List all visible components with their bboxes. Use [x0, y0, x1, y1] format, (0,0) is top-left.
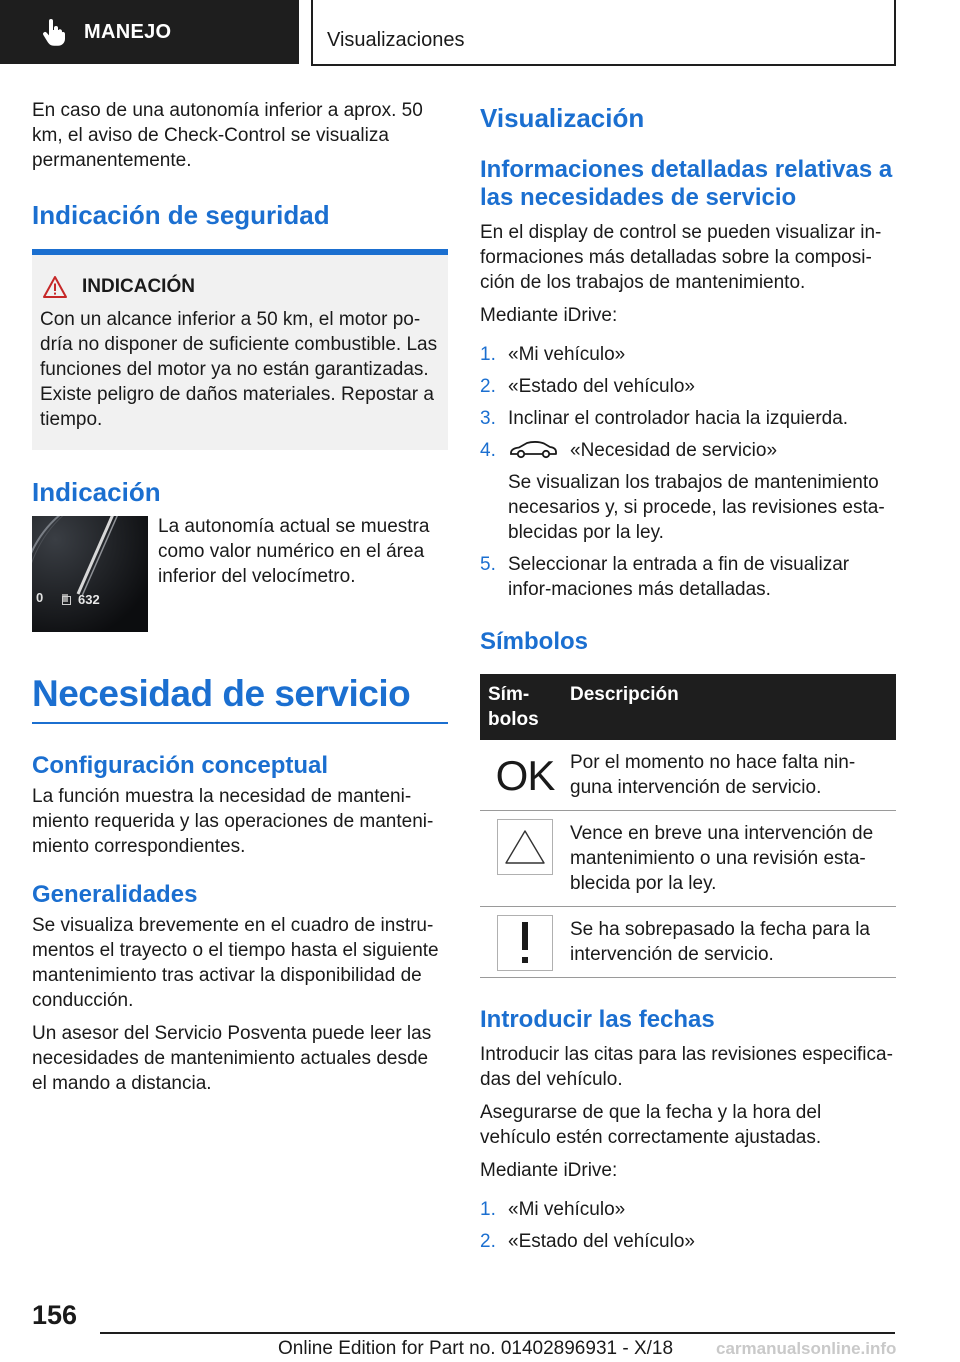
step-text: «Mi vehículo» [508, 1199, 626, 1220]
warning-triangle-icon [42, 275, 68, 299]
list-item [480, 438, 896, 545]
right-column [480, 98, 896, 1261]
intro-paragraph: En caso de una autonomía inferior a aprox. 50 km, el aviso de Check-Control se visualiza permanentemente. [32, 100, 423, 171]
step-number: 4. [480, 440, 496, 461]
info-text: En el display de control se pueden visualizar in-formaciones más detalladas sobre la composi-ción de los trabajos de mantenimiento. [480, 222, 882, 293]
gauge-zero: 0 [36, 590, 44, 605]
description-cell: Por el momento no hace falta nin-guna intervención de servicio. [570, 752, 856, 798]
watermark: carmanualsonline.info [716, 1339, 897, 1358]
step-number: 2. [480, 376, 496, 397]
step-number: 5. [480, 554, 496, 575]
section-label: MANEJO [84, 20, 172, 43]
step-body [508, 438, 896, 545]
indicacion-heading: Indicación [32, 477, 161, 507]
dates-text-1: Introducir las citas para las revisiones especifica-das del vehículo. [480, 1044, 893, 1090]
general-text-1: Se visualiza brevemente en el cuadro de instru-mentos el trayecto o el tiempo hasta el siguiente mantenimiento tras activar la disponibilidad de conducción. [32, 915, 439, 1011]
left-column [32, 98, 448, 1096]
symbol-cell [480, 907, 570, 977]
symbols-table [480, 674, 896, 978]
info-heading: Informaciones detalladas relativas a las necesidades de servicio [480, 156, 893, 211]
warning-triangle-icon [497, 819, 553, 875]
step-number: 3. [480, 408, 496, 429]
concept-text: La función muestra la necesidad de manteni-miento requerida y las operaciones de manteni-miento correspondientes. [32, 786, 434, 857]
indicacion-text: La autonomía actual se muestra como valor numérico en el área inferior del velocímetro. [158, 516, 430, 587]
ok-symbol: OK [495, 752, 555, 799]
security-heading: Indicación de seguridad [32, 200, 330, 230]
vis-heading: Visualización [480, 103, 645, 133]
col-description: Descripción [570, 684, 679, 705]
speedometer-image [32, 516, 148, 632]
warning-title [42, 275, 440, 299]
dates-text-2: Asegurarse de que la fecha y la hora del vehículo estén correctamente ajustadas. [480, 1102, 822, 1148]
step-text: Inclinar el controlador hacia la izquierda. [508, 408, 849, 429]
warning-title-text: INDICACIÓN [82, 276, 195, 297]
table-row [480, 811, 896, 907]
step-number: 1. [480, 344, 496, 365]
table-row [480, 907, 896, 978]
description-cell: Se ha sobrepasado la fecha para la intervención de servicio. [570, 919, 870, 965]
footer-rule [100, 1332, 895, 1334]
service-heading: Necesidad de servicio [32, 673, 411, 714]
step-number: 2. [480, 1231, 496, 1252]
exclamation-icon [497, 915, 553, 971]
symbols-heading: Símbolos [480, 628, 589, 655]
list-item [480, 1197, 896, 1222]
chapter-header [311, 0, 896, 66]
step-number: 1. [480, 1199, 496, 1220]
list-item [480, 552, 896, 602]
speedometer-graphic [32, 516, 148, 632]
heading-rule [32, 722, 448, 724]
concept-heading: Configuración conceptual [32, 752, 329, 779]
car-service-icon [508, 439, 558, 459]
list-item [480, 374, 896, 399]
warning-text: Con un alcance inferior a 50 km, el motor po-dría no disponer de suficiente combustible. Las funciones del motor ya no están garantizadas. Existe peligro de daños materiales. Repostar a tiempo. [40, 309, 438, 430]
list-item [480, 342, 896, 367]
col-symbols: Sím-bolos [488, 684, 539, 730]
dates-heading: Introducir las fechas [480, 1006, 715, 1033]
fuel-pump-icon [62, 596, 71, 605]
list-item [480, 406, 896, 431]
step-text: Seleccionar la entrada a fin de visualizar infor-maciones más detalladas. [508, 554, 850, 600]
steps-list-2 [480, 1197, 896, 1254]
chapter-label: Visualizaciones [327, 29, 465, 51]
step-text: «Estado del vehículo» [508, 376, 695, 397]
gauge-range: 632 [78, 592, 100, 607]
warning-box [32, 249, 448, 450]
section-tab [0, 0, 299, 64]
table-row [480, 740, 896, 811]
indicacion-row [32, 514, 448, 632]
list-item [480, 1229, 896, 1254]
symbol-cell [480, 811, 570, 906]
step-text: «Estado del vehículo» [508, 1231, 695, 1252]
symbol-cell [480, 740, 570, 810]
edition-text: Online Edition for Part no. 01402896931 - X/18 [278, 1338, 674, 1359]
idrive-label: Mediante iDrive: [480, 305, 618, 326]
description-cell: Vence en breve una intervención de mantenimiento o una revisión esta-blecida por la ley. [570, 823, 874, 894]
step-text: «Necesidad de servicio» [570, 440, 778, 461]
general-heading: Generalidades [32, 881, 198, 908]
step-subtext: Se visualizan los trabajos de mantenimiento necesarios y, si procede, las revisiones esta-blecidas por la ley. [508, 472, 885, 543]
page-number: 156 [32, 1300, 78, 1330]
table-header [480, 674, 896, 740]
hand-pointer-icon [40, 18, 66, 46]
step-text: «Mi vehículo» [508, 344, 626, 365]
idrive-label-2: Mediante iDrive: [480, 1160, 618, 1181]
general-text-2: Un asesor del Servicio Posventa puede leer las necesidades de mantenimiento actuales desde el mando a distancia. [32, 1023, 432, 1094]
steps-list [480, 342, 896, 602]
